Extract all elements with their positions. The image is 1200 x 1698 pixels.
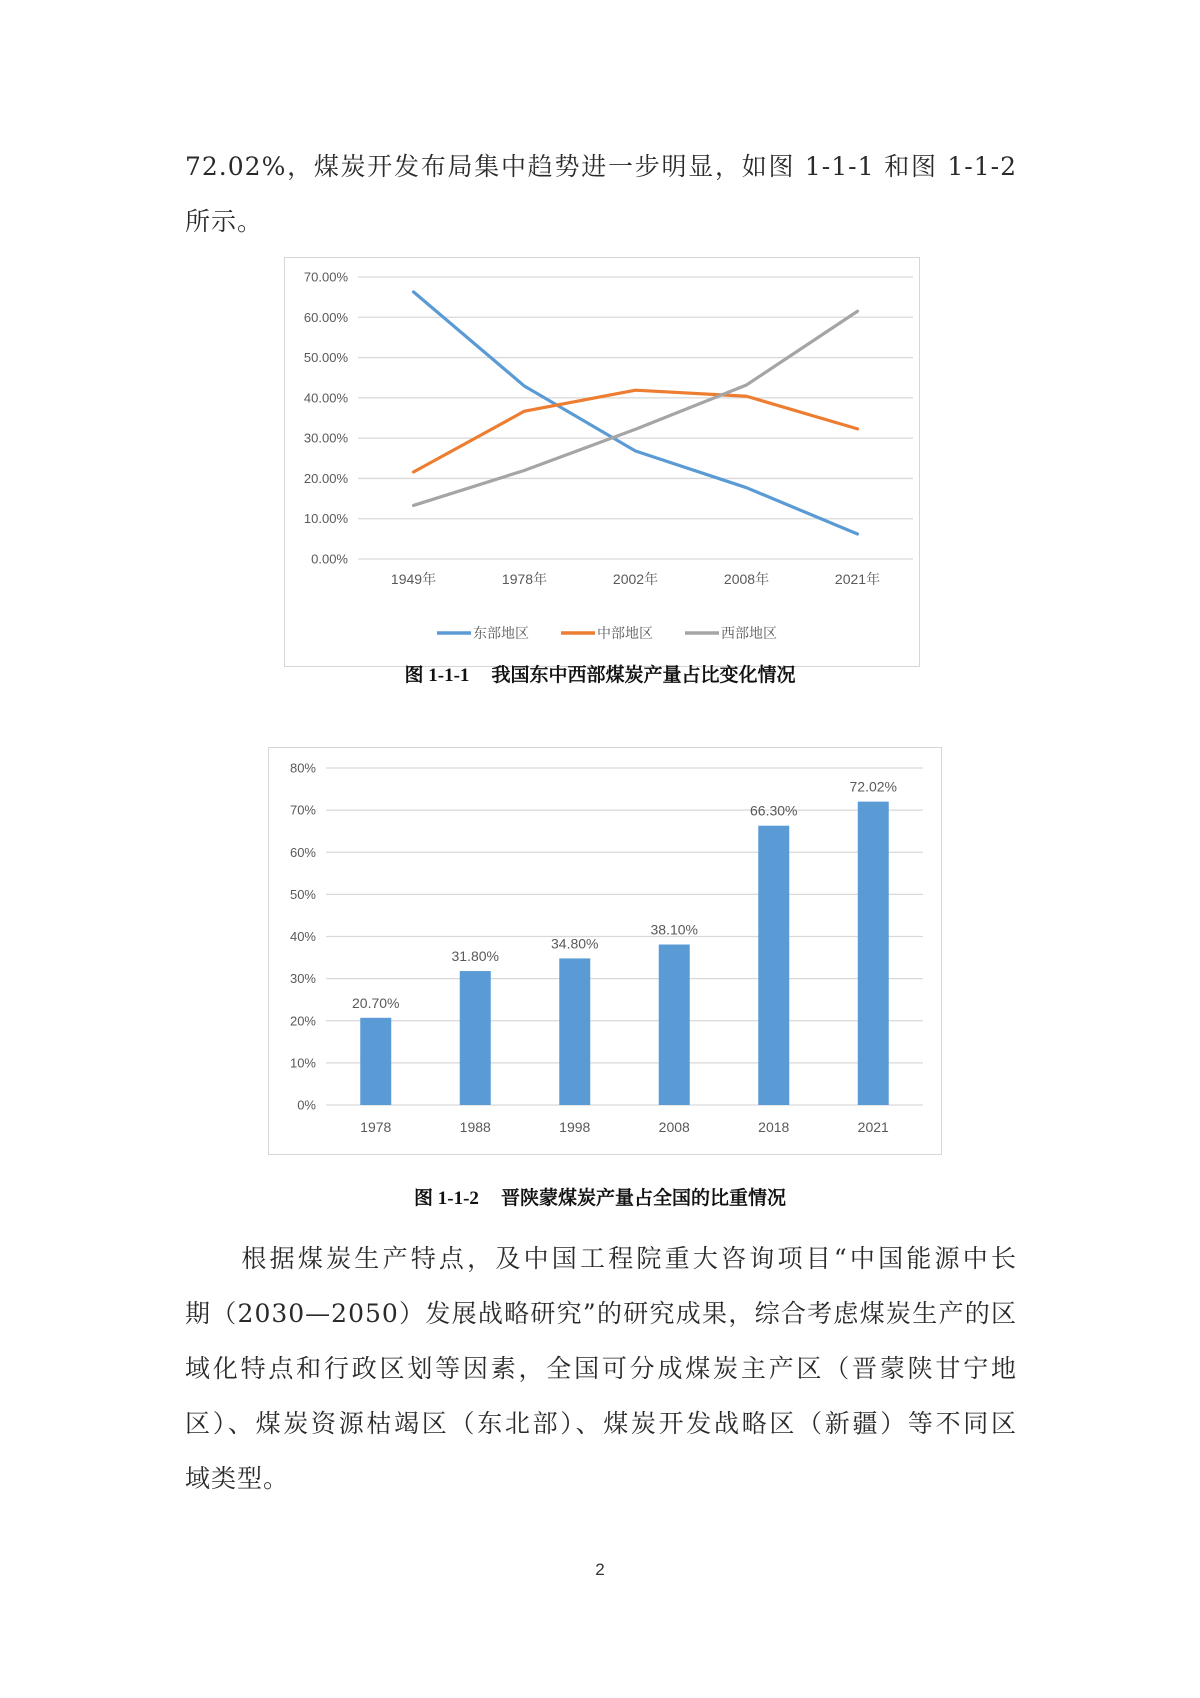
page-number: 2 [595,1560,605,1579]
body-line-5: 域类型。 [185,1464,290,1493]
body-line-3: 域化特点和行政区划等因素，全国可分成煤炭主产区（晋蒙陕甘宁地 [185,1354,1017,1383]
bar [659,945,690,1105]
bar-data-label: 38.10% [650,921,698,938]
y-tick-label: 50% [289,886,316,902]
figure-2-caption [0,1183,1200,1210]
y-tick-label: 0.00% [311,551,348,567]
bar-data-label: 20.70% [352,994,400,1011]
y-tick-label: 60.00% [303,309,348,325]
figure-1-number: 图 1-1-1 [404,665,470,686]
bar-chart [269,748,943,1156]
bar [360,1018,391,1105]
x-tick-label: 1978年 [501,571,548,587]
y-tick-label: 20% [289,1013,316,1029]
line-chart-frame [284,257,920,667]
figure-2-number: 图 1-1-2 [414,1188,479,1209]
bar [858,802,889,1105]
x-tick-label: 1978 [360,1119,392,1135]
y-tick-label: 0% [297,1097,316,1113]
bar-data-label: 34.80% [551,935,599,952]
body-line-1: 根据煤炭生产特点，及中国工程院重大咨询项目“中国能源中长 [185,1244,1017,1273]
legend-label: 中部地区 [597,625,653,641]
bar-data-label: 31.80% [451,948,499,965]
legend-label: 东部地区 [473,625,529,641]
x-tick-label: 2021年 [834,571,881,587]
y-tick-label: 40.00% [303,390,348,406]
x-tick-label: 2008年 [723,571,770,587]
legend-label: 西部地区 [721,625,777,641]
y-tick-label: 10.00% [303,511,348,527]
figure-1-title: 我国东中西部煤炭产量占比变化情况 [491,664,796,686]
body-line-2: 期（2030—2050）发展战略研究”的研究成果，综合考虑煤炭生产的区 [185,1299,1017,1328]
intro-line-2: 所示。 [185,207,264,236]
y-tick-label: 70.00% [303,269,348,285]
bar [460,971,491,1105]
y-tick-label: 50.00% [303,350,348,366]
bar [559,958,590,1105]
x-tick-label: 2008 [658,1119,690,1135]
y-tick-label: 10% [289,1055,316,1071]
y-tick-label: 60% [289,844,316,860]
x-tick-label: 2021 [857,1119,889,1135]
x-tick-label: 1949年 [390,571,437,587]
series-line [414,390,858,472]
y-tick-label: 20.00% [303,470,348,486]
bar-data-label: 72.02% [849,778,897,795]
y-tick-label: 70% [289,802,316,818]
bar-data-label: 66.30% [750,802,798,819]
x-tick-label: 2018 [758,1119,790,1135]
bar-chart-frame [268,747,942,1155]
intro-line-1: 72.02%，煤炭开发布局集中趋势进一步明显，如图 1-1-1 和图 1-1-2 [185,152,1017,181]
x-tick-label: 1998 [559,1119,591,1135]
bar [758,826,789,1105]
y-tick-label: 30.00% [303,430,348,446]
series-line [414,292,858,534]
y-tick-label: 30% [289,971,316,987]
body-line-4: 区）、煤炭资源枯竭区（东北部）、煤炭开发战略区（新疆）等不同区 [185,1409,1017,1438]
figure-2-title: 晋陕蒙煤炭产量占全国的比重情况 [500,1187,786,1209]
x-tick-label: 1988 [459,1119,491,1135]
figure-1-caption [0,660,1200,687]
y-tick-label: 40% [289,929,316,944]
y-tick-label: 80% [289,760,316,776]
x-tick-label: 2002年 [612,571,659,587]
line-chart [285,258,921,668]
